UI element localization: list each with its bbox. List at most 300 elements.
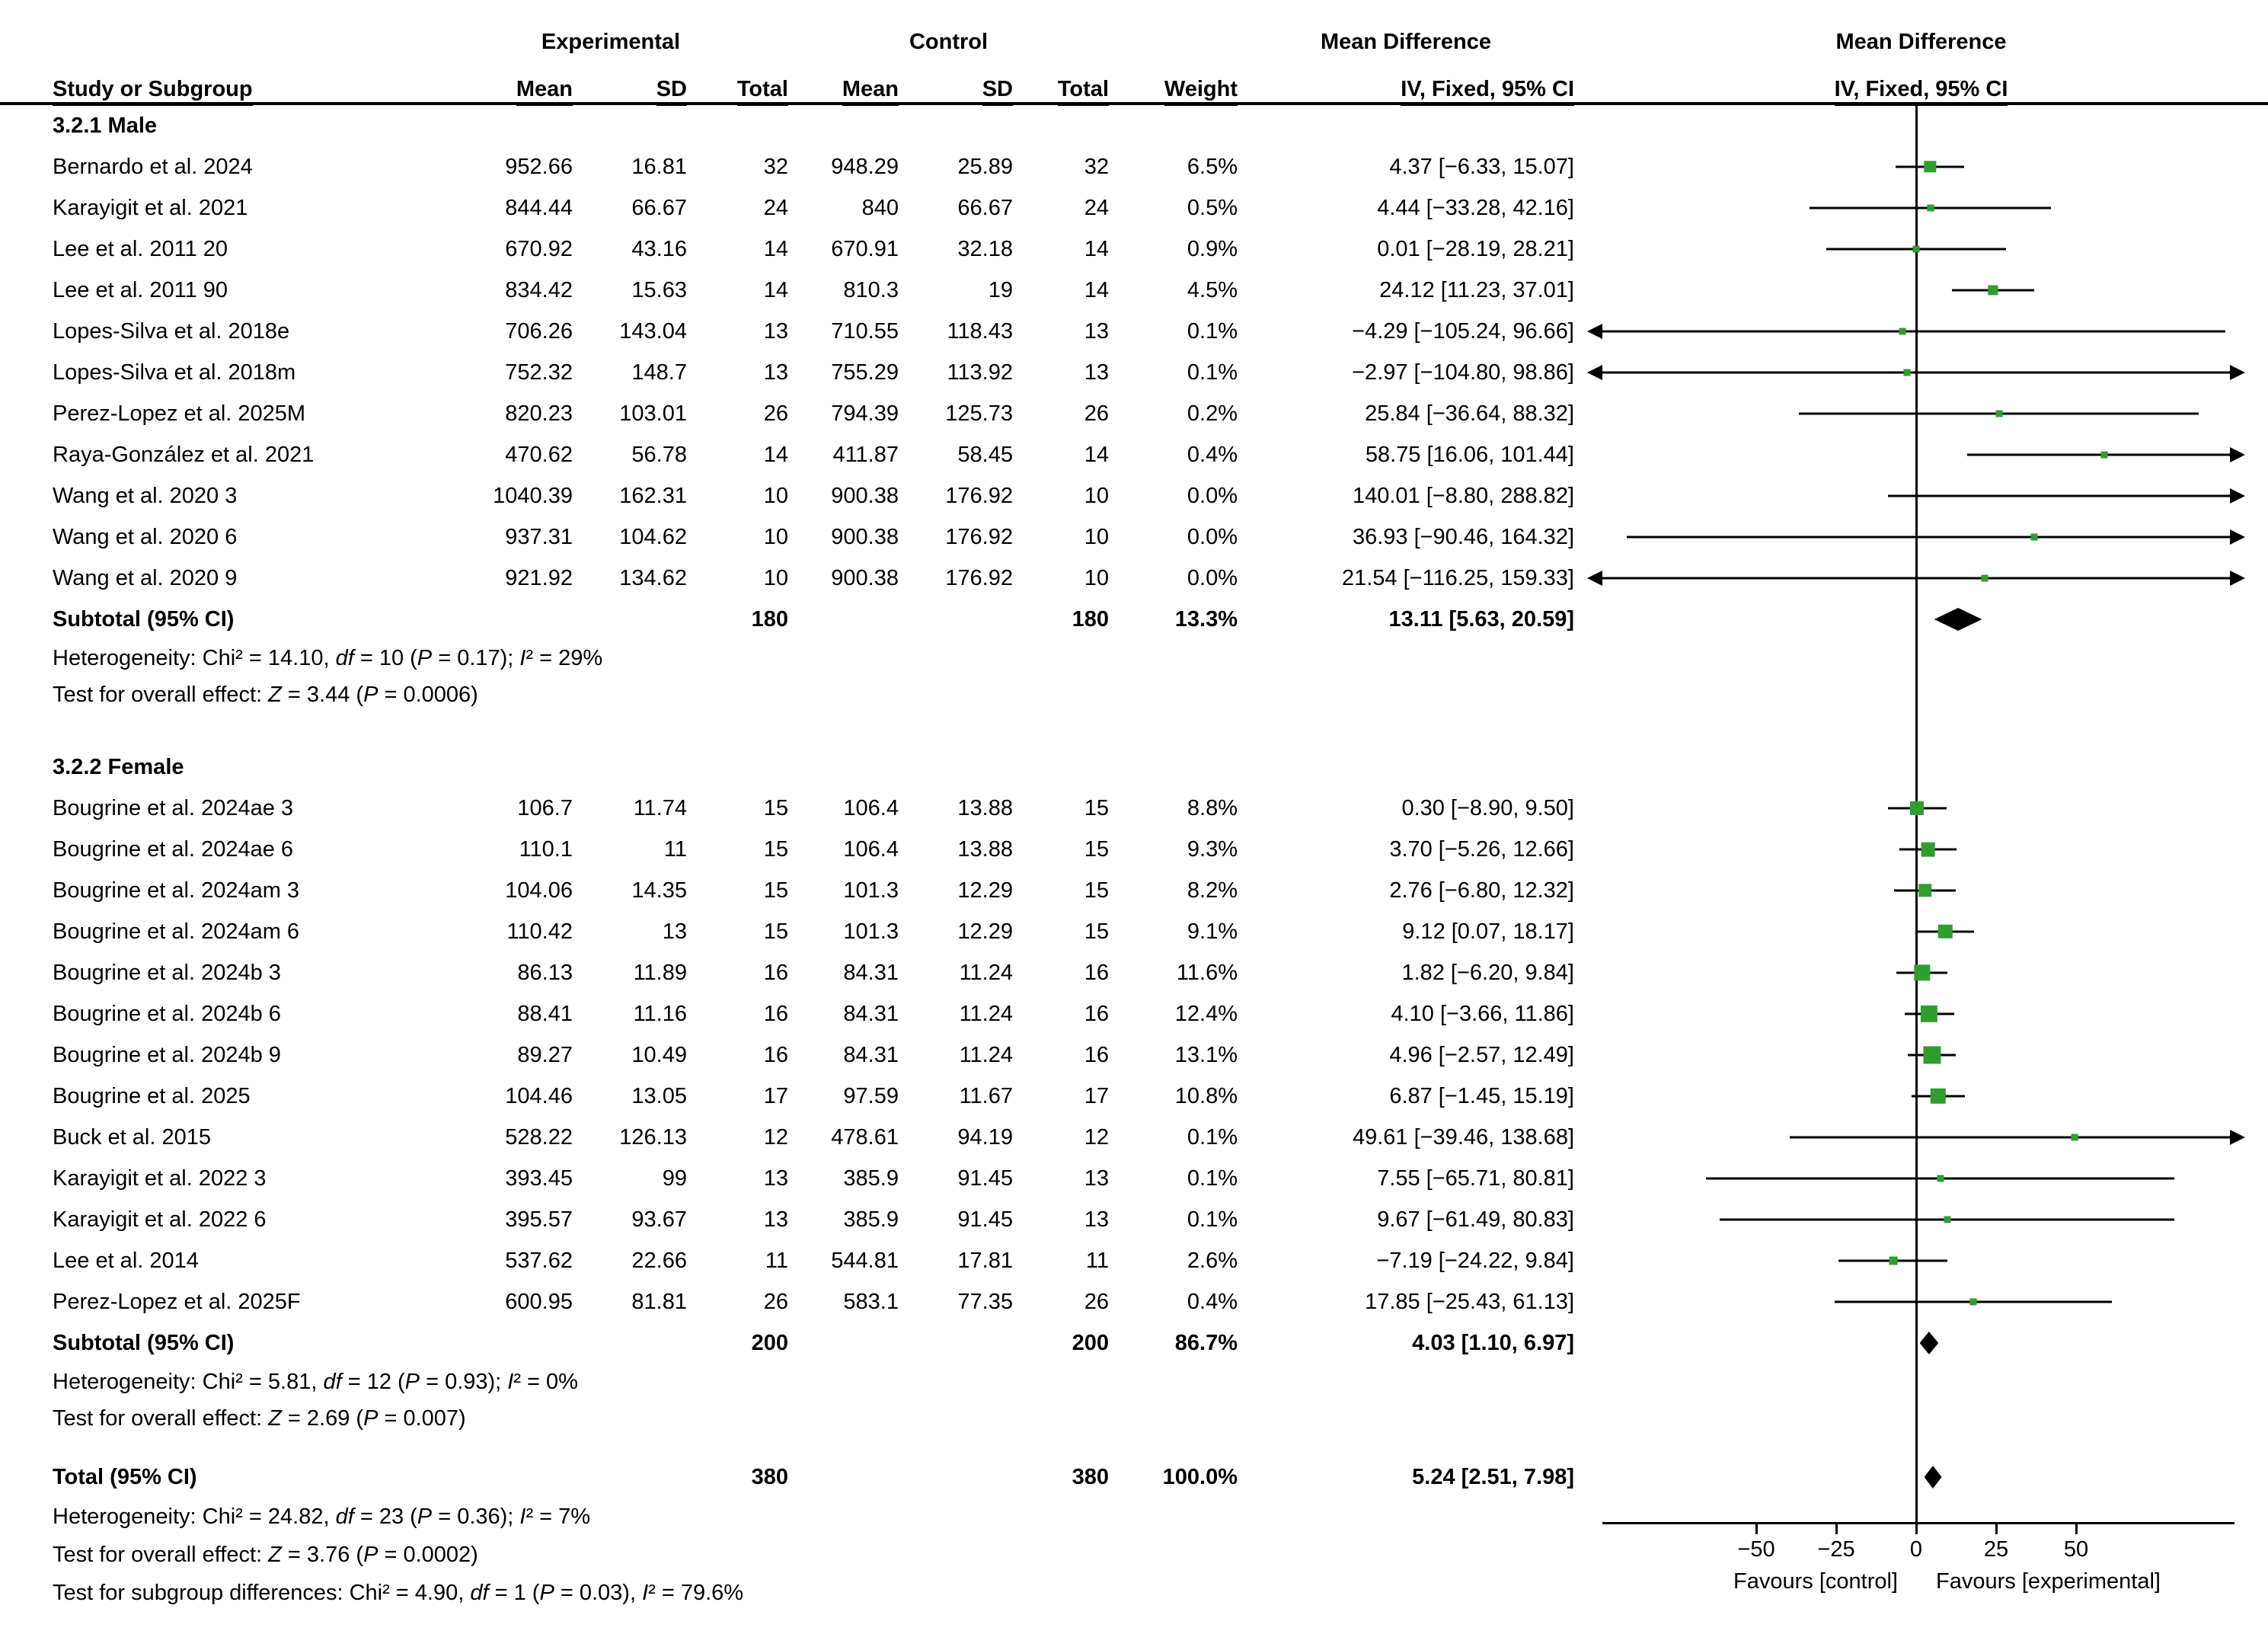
ctl-sd: 13.88: [957, 795, 1013, 820]
ci-plot-cell: [1574, 1117, 2268, 1158]
ci-plot-cell: [1574, 516, 2268, 558]
exp-sd: 93.67: [631, 1207, 687, 1232]
study-name: Lee et al. 2014: [53, 1248, 199, 1273]
weight-value: 10.8%: [1174, 1083, 1238, 1108]
ctl-mean: 755.29: [831, 360, 899, 385]
ctl-total: 15: [1084, 795, 1109, 820]
ctl-total: 15: [1084, 836, 1109, 862]
ci-text: 4.44 [−33.28, 42.16]: [1377, 195, 1574, 220]
exp-mean: 752.32: [505, 360, 573, 385]
ci-text: 25.84 [−36.64, 88.32]: [1365, 401, 1574, 426]
overall-effect-text: Test for overall effect: Z = 3.44 (P = 0.0006): [53, 682, 478, 707]
ci-text-column-header: IV, Fixed, 95% CI: [1238, 77, 1574, 102]
ctl-mean: 840: [861, 195, 899, 220]
study-row: [0, 393, 2268, 434]
ci-plot-cell: [1574, 475, 2268, 516]
exp-total: 16: [763, 1001, 788, 1026]
x-axis-tick-label: −25: [1817, 1537, 1855, 1562]
ci-plot-cell: [1574, 434, 2268, 475]
exp-mean: 600.95: [505, 1289, 573, 1314]
ctl-mean: 900.38: [831, 483, 899, 508]
exp-total: 32: [763, 154, 788, 179]
weight-value: 0.4%: [1187, 442, 1238, 467]
ci-plot-cell: [1574, 352, 2268, 393]
study-name: Lee et al. 2011 20: [53, 236, 228, 261]
ci-plot-cell: [1574, 1158, 2268, 1199]
ctl-total: 10: [1084, 483, 1109, 508]
study-row: [0, 187, 2268, 229]
subtotal-row: [0, 599, 2268, 640]
spacer: [0, 1437, 2268, 1457]
subgroup-header-row: [0, 105, 2268, 146]
ctl-sd: 12.29: [957, 919, 1013, 944]
ctl-mean: 794.39: [831, 401, 899, 426]
x-axis-tick-label: 50: [2063, 1537, 2089, 1562]
exp-mean: 88.41: [517, 1001, 573, 1026]
ctl-total: 180: [1072, 606, 1109, 632]
ctl-mean: 411.87: [832, 442, 899, 467]
effect-square: [1921, 1006, 1937, 1022]
exp-total: 17: [763, 1083, 788, 1108]
study-name: Wang et al. 2020 9: [53, 565, 238, 590]
effect-square: [1988, 285, 1998, 295]
ci-right-arrow-icon: [2230, 488, 2245, 504]
exp-mean: 110.1: [519, 836, 573, 862]
ctl-sd: 176.92: [945, 565, 1013, 590]
ctl-total: 14: [1084, 277, 1109, 302]
ci-plot-cell: [1574, 187, 2268, 229]
ctl-mean: 900.38: [831, 565, 899, 590]
ci-left-arrow-icon: [1587, 324, 1602, 339]
weight-value: 12.4%: [1174, 1001, 1238, 1026]
effect-square: [1925, 161, 1936, 172]
ctl-sd: 32.18: [957, 236, 1013, 261]
ci-plot-cell: [1574, 1322, 2268, 1364]
ci-line: [1790, 1137, 2229, 1139]
ctl-total: 10: [1084, 524, 1109, 549]
exp-total: 14: [763, 236, 788, 261]
exp-mean: 89.27: [517, 1042, 573, 1067]
study-row: [0, 870, 2268, 911]
exp-sd: 11: [663, 836, 687, 862]
ci-text: 4.37 [−6.33, 15.07]: [1389, 154, 1574, 179]
ci-plot-cell: [1574, 1076, 2268, 1117]
ctl-total: 13: [1084, 1207, 1109, 1232]
ctl-total: 14: [1084, 442, 1109, 467]
ctl-mean: 84.31: [843, 1042, 899, 1067]
subgroup-label: 3.2.1 Male: [53, 113, 158, 138]
exp-total: 15: [763, 836, 788, 862]
ctl-sd: 113.92: [947, 360, 1013, 385]
effect-square: [1903, 369, 1910, 376]
exp-mean: 844.44: [505, 195, 573, 220]
ctl-mean: 84.31: [843, 960, 899, 985]
ci-text: 13.11 [5.63, 20.59]: [1388, 606, 1574, 632]
study-row: [0, 952, 2268, 993]
overall-effect-row: [0, 676, 2268, 713]
ctl-total: 16: [1084, 1042, 1109, 1067]
exp-mean: 706.26: [505, 318, 573, 344]
exp-total: 180: [751, 606, 788, 632]
ci-text: 4.03 [1.10, 6.97]: [1412, 1330, 1574, 1355]
exp-sd-column-header: SD: [573, 77, 687, 102]
weight-value: 0.0%: [1187, 565, 1238, 590]
study-row: [0, 270, 2268, 311]
weight-value: 86.7%: [1174, 1330, 1238, 1355]
exp-total: 13: [763, 318, 788, 344]
study-row: [0, 229, 2268, 270]
x-axis-line: [1602, 1522, 2234, 1524]
study-name: Lopes-Silva et al. 2018e: [53, 318, 290, 344]
study-name: Raya-González et al. 2021: [53, 442, 315, 467]
ctl-total: 380: [1072, 1464, 1109, 1489]
ctl-total: 17: [1084, 1083, 1109, 1108]
ci-right-arrow-icon: [2230, 447, 2245, 462]
subtotal-label: Subtotal (95% CI): [53, 606, 235, 632]
ctl-total: 24: [1084, 195, 1109, 220]
study-name: Bougrine et al. 2025: [53, 1083, 251, 1108]
ctl-sd: 91.45: [957, 1166, 1013, 1191]
exp-mean: 1040.39: [493, 483, 573, 508]
ci-left-arrow-icon: [1587, 571, 1602, 586]
total-label: Total (95% CI): [53, 1464, 197, 1489]
ctl-sd: 13.88: [957, 836, 1013, 862]
study-name: Bougrine et al. 2024b 6: [53, 1001, 281, 1026]
ctl-mean-column-header: Mean: [788, 77, 899, 102]
ctl-sd: 11.24: [959, 1042, 1013, 1067]
effect-square: [1918, 884, 1931, 897]
study-name: Bougrine et al. 2024b 3: [53, 960, 281, 985]
exp-total: 26: [763, 1289, 788, 1314]
weight-value: 6.5%: [1187, 154, 1238, 179]
study-name: Bougrine et al. 2024am 3: [53, 878, 300, 903]
exp-mean: 395.57: [505, 1207, 573, 1232]
overall-effect-text: Test for overall effect: Z = 2.69 (P = 0.007): [53, 1405, 466, 1431]
control-group-header: Control: [909, 30, 989, 54]
exp-mean: 537.62: [505, 1248, 573, 1273]
weight-value: 0.0%: [1187, 483, 1238, 508]
study-row: [0, 558, 2268, 599]
exp-sd: 104.62: [619, 524, 687, 549]
exp-sd: 43.16: [631, 236, 687, 261]
exp-total: 10: [763, 524, 788, 549]
study-row: [0, 516, 2268, 558]
exp-total: 26: [763, 401, 788, 426]
ctl-sd: 118.43: [947, 318, 1013, 344]
study-row: [0, 475, 2268, 516]
ci-line: [1602, 372, 2229, 374]
ci-text: 1.82 [−6.20, 9.84]: [1401, 960, 1574, 985]
ctl-total: 13: [1084, 1166, 1109, 1191]
favours-control-label: Favours [control]: [1733, 1569, 1898, 1594]
ci-line: [1602, 577, 2229, 580]
weight-value: 0.1%: [1187, 318, 1238, 344]
ctl-sd: 176.92: [945, 483, 1013, 508]
exp-sd: 126.13: [619, 1124, 687, 1150]
exp-total: 24: [763, 195, 788, 220]
weight-value: 8.2%: [1187, 878, 1238, 903]
ci-right-arrow-icon: [2230, 529, 2245, 545]
total-row: [0, 1457, 2268, 1498]
weight-value: 100.0%: [1162, 1464, 1238, 1489]
study-row: [0, 993, 2268, 1034]
study-name: Perez-Lopez et al. 2025M: [53, 401, 306, 426]
ctl-mean: 385.9: [843, 1207, 899, 1232]
exp-sd: 11.74: [633, 795, 687, 820]
study-name: Karayigit et al. 2022 3: [53, 1166, 267, 1191]
ci-plot-cell: [1574, 993, 2268, 1034]
ctl-total: 15: [1084, 919, 1109, 944]
x-axis-tick-label: −50: [1737, 1537, 1775, 1562]
ci-plot-cell: [1574, 1240, 2268, 1281]
study-row: [0, 1076, 2268, 1117]
ci-plot-cell: [1574, 599, 2268, 640]
ctl-mean: 583.1: [843, 1289, 899, 1314]
exp-mean: 528.22: [505, 1124, 573, 1150]
study-row: [0, 788, 2268, 829]
exp-sd: 13.05: [631, 1083, 687, 1108]
ci-plot-cell: [1574, 270, 2268, 311]
ci-line: [1627, 536, 2230, 539]
effect-square: [1982, 575, 1988, 582]
ci-plot-cell: [1574, 829, 2268, 870]
heterogeneity-row: [0, 640, 2268, 676]
effect-square: [2100, 452, 2107, 459]
exp-mean: 104.46: [505, 1083, 573, 1108]
ctl-total: 32: [1084, 154, 1109, 179]
study-name: Bernardo et al. 2024: [53, 154, 253, 179]
ci-plot-cell: [1574, 229, 2268, 270]
exp-sd: 148.7: [631, 360, 687, 385]
heterogeneity-row: [0, 1364, 2268, 1400]
ctl-mean: 478.61: [831, 1124, 899, 1150]
ci-plot-column-header: IV, Fixed, 95% CI: [1574, 77, 2268, 102]
table-body: [0, 105, 2268, 1612]
subgroup-label: 3.2.2 Female: [53, 754, 184, 779]
footer-stat-row: [0, 1498, 2268, 1536]
ctl-total: 12: [1084, 1124, 1109, 1150]
weight-value: 9.3%: [1187, 836, 1238, 862]
exp-total: 13: [763, 360, 788, 385]
weight-value: 8.8%: [1187, 795, 1238, 820]
footer-stat-text: Test for subgroup differences: Chi² = 4.90, df = 1 (P = 0.03), I² = 79.6%: [53, 1580, 744, 1605]
weight-value: 0.1%: [1187, 360, 1238, 385]
ci-right-arrow-icon: [2230, 571, 2245, 586]
ci-text: −4.29 [−105.24, 96.66]: [1352, 318, 1574, 344]
study-row: [0, 352, 2268, 393]
exp-mean: 952.66: [505, 154, 573, 179]
effect-square: [1931, 1089, 1946, 1104]
exp-sd: 11.16: [633, 1001, 687, 1026]
ci-text: 17.85 [−25.43, 61.13]: [1365, 1289, 1574, 1314]
study-row: [0, 1281, 2268, 1322]
exp-mean-column-header: Mean: [433, 77, 573, 102]
subtotal-label: Subtotal (95% CI): [53, 1330, 235, 1355]
ci-text: 9.12 [0.07, 18.17]: [1402, 919, 1574, 944]
ci-plot-cell: [1574, 1034, 2268, 1076]
ctl-total: 13: [1084, 318, 1109, 344]
exp-total: 13: [763, 1166, 788, 1191]
exp-total: 14: [763, 442, 788, 467]
weight-value: 9.1%: [1187, 919, 1238, 944]
ctl-mean: 106.4: [843, 836, 899, 862]
header-group-row: [0, 12, 2268, 55]
study-name: Lopes-Silva et al. 2018m: [53, 360, 296, 385]
exp-sd: 66.67: [631, 195, 687, 220]
exp-sd: 11.89: [633, 960, 687, 985]
effect-square: [1969, 1299, 1976, 1306]
ci-text: 4.10 [−3.66, 11.86]: [1391, 1001, 1574, 1026]
effect-square: [1914, 964, 1930, 980]
exp-sd: 22.66: [631, 1248, 687, 1273]
effect-square: [1910, 801, 1924, 815]
ctl-mean: 544.81: [831, 1248, 899, 1273]
exp-mean: 104.06: [505, 878, 573, 903]
ci-plot-cell: [1574, 146, 2268, 187]
ci-line: [1888, 495, 2230, 497]
study-name: Wang et al. 2020 3: [53, 483, 238, 508]
effect-square: [2072, 1134, 2078, 1141]
ci-plot-cell: [1574, 788, 2268, 829]
study-column-header: Study or Subgroup: [0, 77, 433, 102]
ctl-sd: 25.89: [957, 154, 1013, 179]
effect-square: [1923, 1046, 1941, 1063]
ctl-total: 16: [1084, 1001, 1109, 1026]
study-row: [0, 434, 2268, 475]
exp-sd: 13: [662, 919, 687, 944]
ctl-sd: 58.45: [957, 442, 1013, 467]
ctl-mean: 810.3: [843, 277, 899, 302]
study-name: Bougrine et al. 2024ae 6: [53, 836, 294, 862]
ctl-mean: 670.91: [831, 236, 899, 261]
ctl-total: 26: [1084, 1289, 1109, 1314]
effect-square: [2031, 534, 2038, 541]
weight-value: 11.6%: [1176, 960, 1238, 985]
ci-text: −7.19 [−24.22, 9.84]: [1376, 1248, 1574, 1273]
ci-text: 6.87 [−1.45, 15.19]: [1389, 1083, 1574, 1108]
weight-column-header: Weight: [1109, 77, 1238, 102]
ctl-mean: 900.38: [831, 524, 899, 549]
ci-plot-cell: [1574, 558, 2268, 599]
weight-value: 2.6%: [1187, 1248, 1238, 1273]
study-name: Buck et al. 2015: [53, 1124, 211, 1150]
exp-total: 15: [763, 878, 788, 903]
x-axis-tick: [1835, 1522, 1838, 1534]
ctl-total: 200: [1072, 1330, 1109, 1355]
ci-text: 5.24 [2.51, 7.98]: [1412, 1464, 1574, 1489]
ci-text: 36.93 [−90.46, 164.32]: [1352, 524, 1574, 549]
exp-mean: 670.92: [505, 236, 573, 261]
study-name: Bougrine et al. 2024ae 3: [53, 795, 294, 820]
ci-text: 24.12 [11.23, 37.01]: [1379, 277, 1574, 302]
ctl-mean: 101.3: [843, 878, 899, 903]
ctl-mean: 97.59: [843, 1083, 899, 1108]
mean-difference-plot-header: Mean Difference: [1835, 30, 2007, 54]
ctl-sd: 176.92: [945, 524, 1013, 549]
exp-total-column-header: Total: [687, 77, 788, 102]
ctl-total: 26: [1084, 401, 1109, 426]
exp-mean: 921.92: [505, 565, 573, 590]
study-row: [0, 1158, 2268, 1199]
x-axis-tick: [1755, 1522, 1758, 1534]
exp-mean: 937.31: [505, 524, 573, 549]
weight-value: 0.4%: [1187, 1289, 1238, 1314]
ctl-sd: 11.67: [959, 1083, 1013, 1108]
exp-sd: 99: [662, 1166, 687, 1191]
ctl-sd: 17.81: [957, 1248, 1013, 1273]
ctl-mean: 385.9: [843, 1166, 899, 1191]
weight-value: 4.5%: [1187, 277, 1238, 302]
ctl-sd: 19: [988, 277, 1013, 302]
ci-text: 58.75 [16.06, 101.44]: [1365, 442, 1574, 467]
pooled-diamond: [1925, 1466, 1942, 1489]
effect-square: [1899, 328, 1905, 335]
exp-sd: 10.49: [631, 1042, 687, 1067]
spacer: [0, 713, 2268, 747]
exp-sd: 16.81: [631, 154, 687, 179]
ctl-total: 11: [1085, 1248, 1109, 1273]
study-row: [0, 311, 2268, 352]
ctl-sd-column-header: SD: [899, 77, 1013, 102]
weight-value: 0.2%: [1187, 401, 1238, 426]
exp-total: 200: [751, 1330, 788, 1355]
exp-mean: 820.23: [505, 401, 573, 426]
ci-plot-cell: [1574, 952, 2268, 993]
weight-value: 0.1%: [1187, 1124, 1238, 1150]
overall-effect-row: [0, 1400, 2268, 1437]
exp-mean: 393.45: [505, 1166, 573, 1191]
exp-mean: 834.42: [505, 277, 573, 302]
x-axis-tick: [1995, 1522, 1998, 1534]
ci-left-arrow-icon: [1587, 365, 1602, 380]
favours-experimental-label: Favours [experimental]: [1936, 1569, 2161, 1594]
study-row: [0, 1034, 2268, 1076]
ctl-sd: 11.24: [959, 1001, 1013, 1026]
ctl-total: 14: [1084, 236, 1109, 261]
ctl-total-column-header: Total: [1013, 77, 1109, 102]
study-name: Karayigit et al. 2021: [53, 195, 248, 220]
x-axis-tick: [2075, 1522, 2078, 1534]
ctl-mean: 106.4: [843, 795, 899, 820]
subgroup-header-row: [0, 747, 2268, 788]
exp-sd: 134.62: [619, 565, 687, 590]
ci-text: 140.01 [−8.80, 288.82]: [1352, 483, 1574, 508]
exp-total: 16: [763, 1042, 788, 1067]
x-axis-tick: [1915, 1522, 1918, 1534]
exp-mean: 106.7: [517, 795, 573, 820]
exp-sd: 15.63: [631, 277, 687, 302]
weight-value: 0.1%: [1187, 1166, 1238, 1191]
ci-right-arrow-icon: [2230, 1130, 2245, 1145]
ci-line: [1602, 331, 2225, 333]
subtotal-row: [0, 1322, 2268, 1364]
x-axis-tick-label: 0: [1909, 1537, 1923, 1562]
weight-value: 0.9%: [1187, 236, 1238, 261]
weight-value: 0.1%: [1187, 1207, 1238, 1232]
ctl-sd: 12.29: [957, 878, 1013, 903]
study-row: [0, 146, 2268, 187]
exp-sd: 56.78: [631, 442, 687, 467]
footer-stat-row: [0, 1574, 2268, 1612]
ctl-total: 13: [1084, 360, 1109, 385]
effect-square: [1927, 205, 1934, 212]
ci-text: 7.55 [−65.71, 80.81]: [1377, 1166, 1574, 1191]
study-name: Perez-Lopez et al. 2025F: [53, 1289, 301, 1314]
footer-stat-text: Test for overall effect: Z = 3.76 (P = 0.0002): [53, 1542, 478, 1567]
ctl-mean: 101.3: [843, 919, 899, 944]
study-row: [0, 911, 2268, 952]
exp-mean: 110.42: [506, 919, 573, 944]
